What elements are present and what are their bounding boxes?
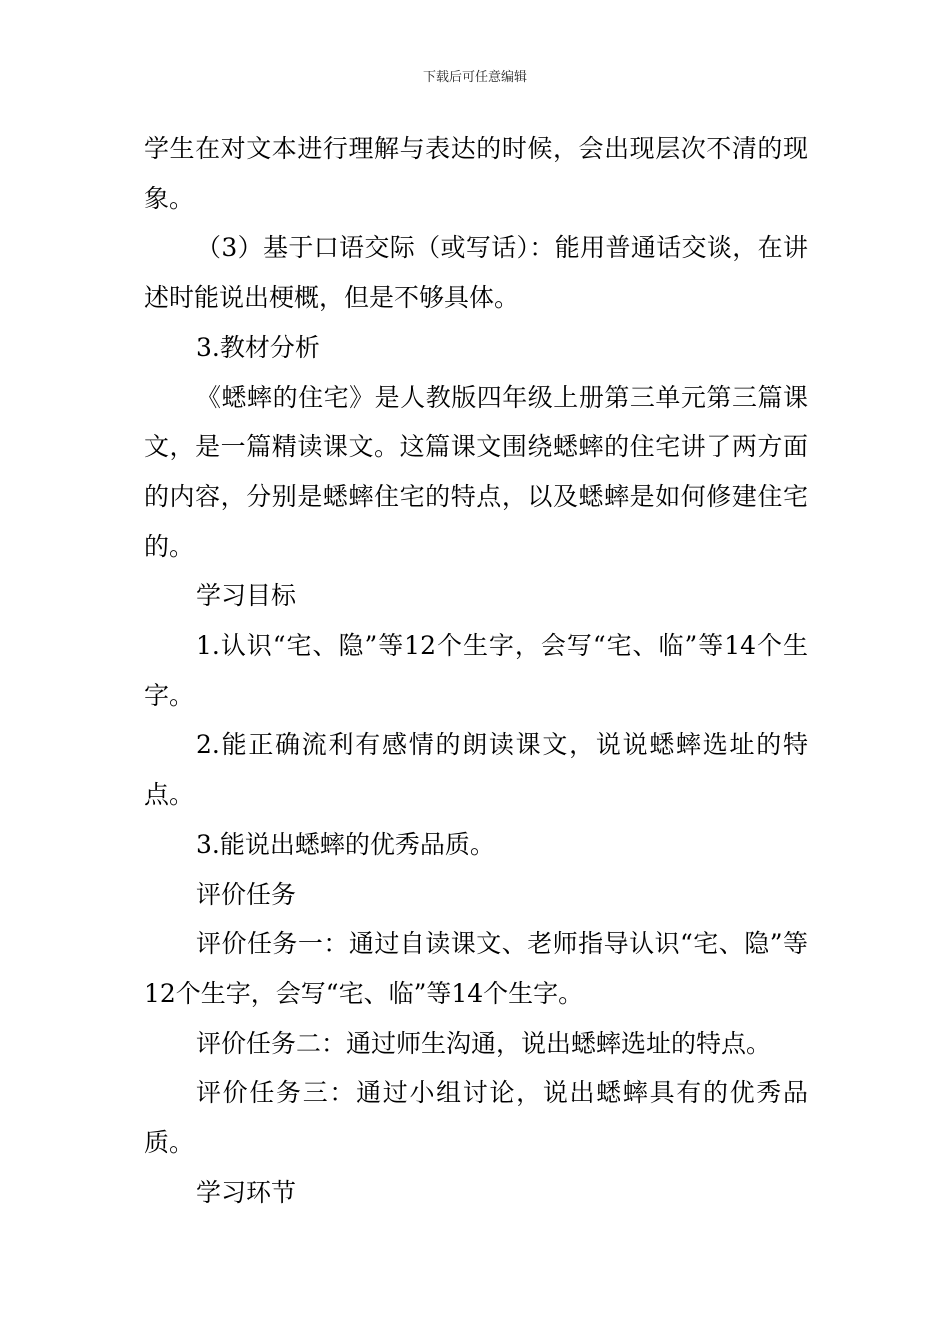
paragraph-2: （3）基于口语交际（或写话）：能用普通话交谈，在讲述时能说出梗概，但是不够具体。 xyxy=(144,233,808,313)
document-body xyxy=(144,124,808,1217)
goal-3: 3.能说出蟋蟀的优秀品质。 xyxy=(196,829,495,859)
goal-1: 1.认识“宅、隐”等12个生字，会写“宅、临”等14个生字。 xyxy=(144,631,808,710)
section-heading-evaluation-tasks: 评价任务 xyxy=(196,879,297,909)
section-heading-textbook-analysis: 3.教材分析 xyxy=(196,332,320,362)
evaluation-task-1: 评价任务一：通过自读课文、老师指导认识“宅、隐”等12个生字，会写“宅、临”等14个生字。 xyxy=(144,929,808,1008)
paragraph-3: 《蟋蟀的住宅》是人教版四年级上册第三单元第三篇课文，是一篇精读课文。这篇课文围绕蟋蟀的住宅讲了两方面的内容，分别是蟋蟀住宅的特点，以及蟋蟀是如何修建住宅的。 xyxy=(144,382,808,561)
goal-2: 2.能正确流利有感情的朗读课文，说说蟋蟀选址的特点。 xyxy=(144,730,808,810)
evaluation-task-3: 评价任务三：通过小组讨论，说出蟋蟀具有的优秀品质。 xyxy=(144,1078,808,1158)
evaluation-task-2: 评价任务二：通过师生沟通，说出蟋蟀选址的特点。 xyxy=(196,1028,772,1058)
section-heading-learning-goals: 学习目标 xyxy=(196,581,297,611)
page-header: 下载后可任意编辑 xyxy=(422,70,527,85)
section-heading-learning-steps: 学习环节 xyxy=(196,1177,297,1207)
paragraph-1: 学生在对文本进行理解与表达的时候，会出现层次不清的现象。 xyxy=(144,134,808,213)
